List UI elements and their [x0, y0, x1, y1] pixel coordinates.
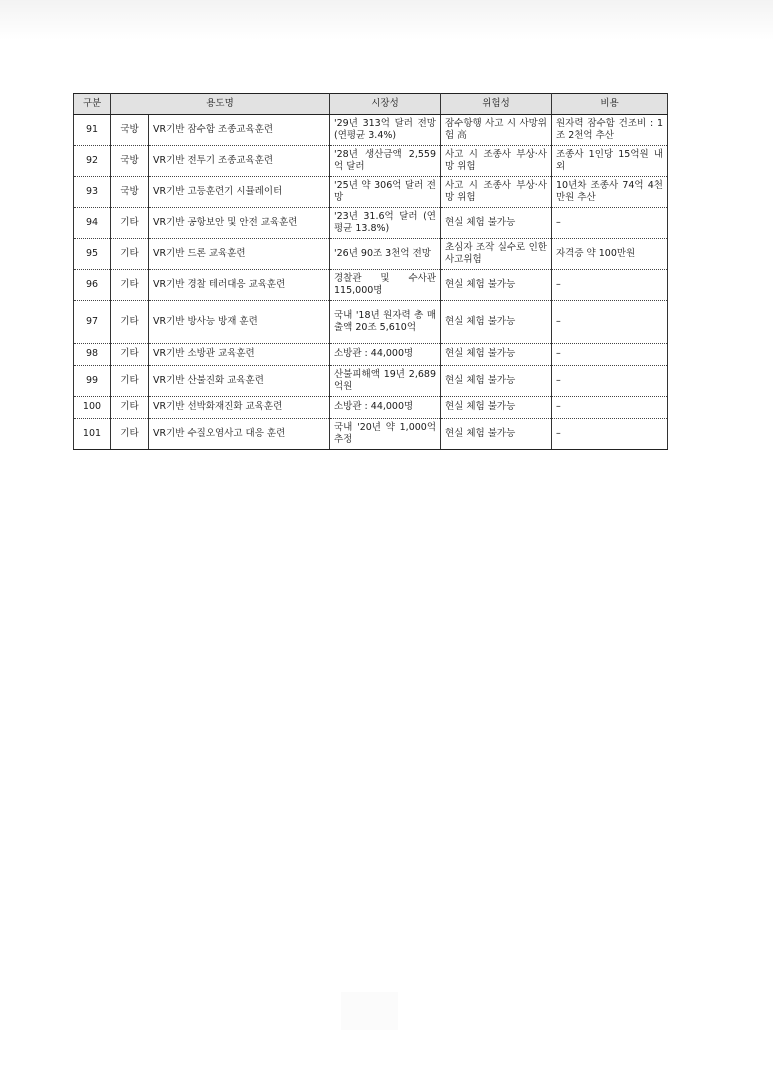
row-cost: – — [552, 270, 668, 301]
row-market: 경찰관 및 수사관 115,000명 — [330, 270, 441, 301]
row-market: 소방관 : 44,000명 — [330, 344, 441, 366]
row-number: 100 — [74, 397, 111, 419]
row-cost: 원자력 잠수함 건조비 : 1조 2천억 추산 — [552, 115, 668, 146]
row-cost: 10년차 조종사 74억 4천만원 추산 — [552, 177, 668, 208]
vr-use-case-table — [73, 93, 668, 450]
table-row — [74, 208, 668, 239]
row-number: 98 — [74, 344, 111, 366]
row-market: '29년 313억 달러 전망(연평균 3.4%) — [330, 115, 441, 146]
row-risk: 사고 시 조종사 부상·사망 위험 — [441, 177, 552, 208]
row-risk: 현실 체험 불가능 — [441, 419, 552, 450]
row-risk: 초심자 조작 실수로 인한 사고위험 — [441, 239, 552, 270]
row-number: 95 — [74, 239, 111, 270]
row-cost: – — [552, 366, 668, 397]
row-use-name: VR기반 전투기 조종교육훈련 — [149, 146, 330, 177]
table-row — [74, 115, 668, 146]
table-row — [74, 366, 668, 397]
row-risk: 사고 시 조종사 부상·사망 위험 — [441, 146, 552, 177]
row-market: '28년 생산금액 2,559억 달러 — [330, 146, 441, 177]
row-cost: – — [552, 419, 668, 450]
table-row — [74, 397, 668, 419]
row-number: 92 — [74, 146, 111, 177]
header-number: 구분 — [74, 94, 111, 115]
row-use-name: VR기반 소방관 교육훈련 — [149, 344, 330, 366]
row-number: 91 — [74, 115, 111, 146]
row-category: 기타 — [111, 301, 149, 344]
row-use-name: VR기반 산불진화 교육훈련 — [149, 366, 330, 397]
scan-top-shadow — [0, 0, 773, 40]
row-market: 국내 '20년 약 1,000억 추정 — [330, 419, 441, 450]
row-use-name: VR기반 선박화재진화 교육훈련 — [149, 397, 330, 419]
page-footer-mark — [341, 992, 398, 1030]
row-category: 기타 — [111, 344, 149, 366]
header-cost: 비용 — [552, 94, 668, 115]
row-use-name: VR기반 잠수함 조종교육훈련 — [149, 115, 330, 146]
row-category: 국방 — [111, 115, 149, 146]
row-number: 99 — [74, 366, 111, 397]
row-cost: – — [552, 301, 668, 344]
header-use-name: 용도명 — [111, 94, 330, 115]
table-row — [74, 146, 668, 177]
row-number: 93 — [74, 177, 111, 208]
row-market: '26년 90조 3천억 전망 — [330, 239, 441, 270]
header-risk: 위험성 — [441, 94, 552, 115]
table-row — [74, 301, 668, 344]
row-use-name: VR기반 경찰 테러대응 교육훈련 — [149, 270, 330, 301]
row-risk: 현실 체험 불가능 — [441, 344, 552, 366]
row-cost: 자격증 약 100만원 — [552, 239, 668, 270]
row-number: 97 — [74, 301, 111, 344]
table-header-row — [74, 94, 668, 115]
table-row — [74, 177, 668, 208]
header-marketability: 시장성 — [330, 94, 441, 115]
row-market: '25년 약 306억 달러 전망 — [330, 177, 441, 208]
row-category: 기타 — [111, 239, 149, 270]
row-risk: 잠수항행 사고 시 사망위험 高 — [441, 115, 552, 146]
table-row — [74, 419, 668, 450]
row-cost: – — [552, 344, 668, 366]
table-row — [74, 239, 668, 270]
row-use-name: VR기반 공항보안 및 안전 교육훈련 — [149, 208, 330, 239]
row-number: 101 — [74, 419, 111, 450]
table-row — [74, 344, 668, 366]
row-number: 94 — [74, 208, 111, 239]
row-category: 기타 — [111, 270, 149, 301]
row-use-name: VR기반 수질오염사고 대응 훈련 — [149, 419, 330, 450]
row-category: 국방 — [111, 177, 149, 208]
row-use-name: VR기반 드론 교육훈련 — [149, 239, 330, 270]
row-risk: 현실 체험 불가능 — [441, 397, 552, 419]
row-number: 96 — [74, 270, 111, 301]
row-category: 기타 — [111, 397, 149, 419]
row-risk: 현실 체험 불가능 — [441, 270, 552, 301]
row-use-name: VR기반 고등훈련기 시뮬레이터 — [149, 177, 330, 208]
row-use-name: VR기반 방사능 방재 훈련 — [149, 301, 330, 344]
row-market: 소방관 : 44,000명 — [330, 397, 441, 419]
row-category: 기타 — [111, 419, 149, 450]
row-market: 국내 '18년 원자력 총 매출액 20조 5,610억 — [330, 301, 441, 344]
row-market: 산불피해액 19년 2,689억원 — [330, 366, 441, 397]
row-risk: 현실 체험 불가능 — [441, 366, 552, 397]
row-category: 국방 — [111, 146, 149, 177]
row-category: 기타 — [111, 366, 149, 397]
row-cost: – — [552, 397, 668, 419]
row-category: 기타 — [111, 208, 149, 239]
row-cost: – — [552, 208, 668, 239]
row-risk: 현실 체험 불가능 — [441, 301, 552, 344]
table-row — [74, 270, 668, 301]
row-market: '23년 31.6억 달러 (연평균 13.8%) — [330, 208, 441, 239]
row-cost: 조종사 1인당 15억원 내외 — [552, 146, 668, 177]
row-risk: 현실 체험 불가능 — [441, 208, 552, 239]
